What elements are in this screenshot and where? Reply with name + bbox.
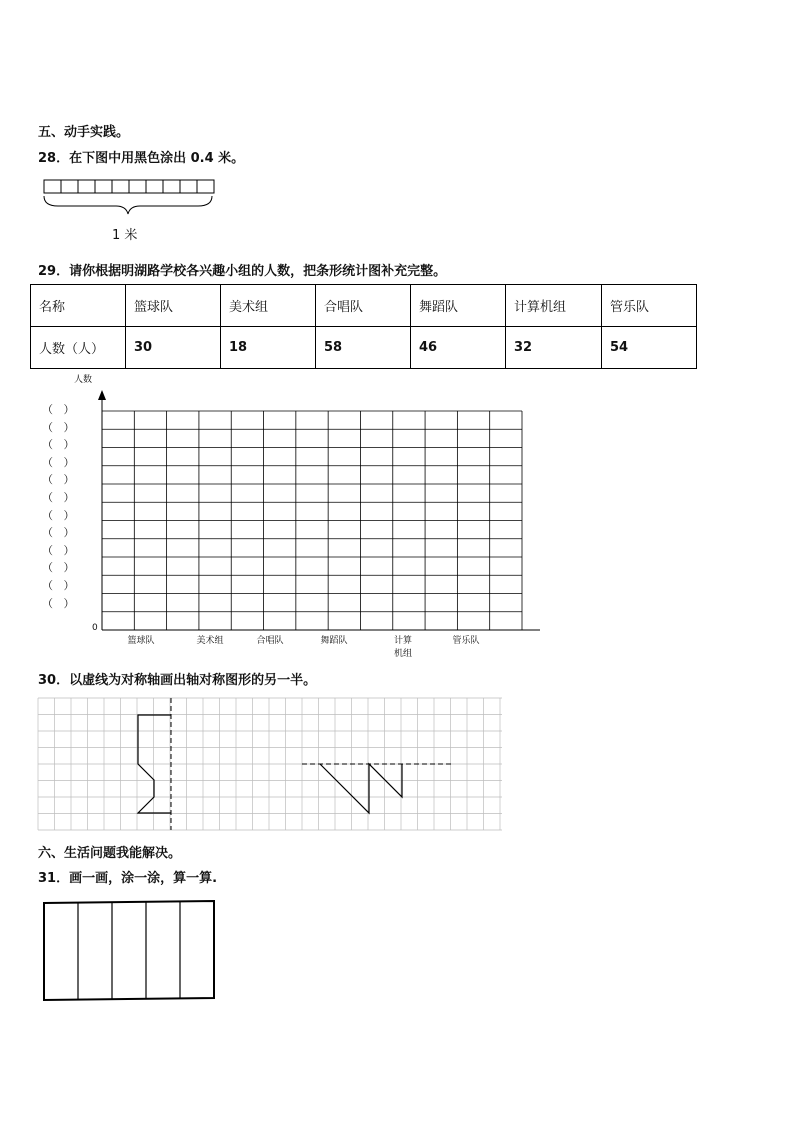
section-five-title: 五、动手实践。 xyxy=(38,125,130,140)
x-axis-category-text: 舞蹈队 xyxy=(320,636,348,646)
y-axis-blank-label: （ ） xyxy=(42,561,75,575)
outer-rectangle xyxy=(44,901,214,1000)
section-six-title: 六、生活问题我能解决。 xyxy=(38,846,182,861)
table-row-label: 人数（人） xyxy=(31,327,126,369)
y-axis-blank-label: （ ） xyxy=(42,579,75,592)
table-header-cell: 计算机组 xyxy=(506,285,602,327)
y-axis-blank-label: （ ） xyxy=(42,526,75,540)
table-value-cell: 46 xyxy=(411,327,506,369)
table-value-cell: 18 xyxy=(221,327,316,369)
table-header-cell: 合唱队 xyxy=(316,285,411,327)
x-axis-category-text: 计算 xyxy=(393,636,412,646)
table-header-cell: 管乐队 xyxy=(602,285,697,327)
table-header-cell: 篮球队 xyxy=(126,285,221,327)
table-header-cell: 美术组 xyxy=(221,285,316,327)
table-header-cell: 舞蹈队 xyxy=(411,285,506,327)
x-axis-category-text: 美术组 xyxy=(196,636,224,646)
x-axis-category-text: 篮球队 xyxy=(127,636,155,646)
question-31-text: 31．画一画，涂一涂，算一算. xyxy=(38,871,218,886)
table-value-cell: 30 xyxy=(126,327,221,369)
y-axis-blank-label: （ ） xyxy=(42,403,75,416)
table-value-cell: 54 xyxy=(602,327,697,369)
y-axis-blank-label: （ ） xyxy=(42,420,75,434)
y-axis-blank-label: （ ） xyxy=(42,438,75,452)
y-axis-label: 人数 xyxy=(74,375,93,385)
y-axis-blank-label: （ ） xyxy=(42,455,75,469)
y-axis-blank-label: （ ） xyxy=(42,543,75,557)
question-28-text: 28．在下图中用黑色涂出 0.4 米。 xyxy=(38,151,245,166)
y-axis-blank-label: （ ） xyxy=(42,473,75,487)
ruler-length-label: 1 米 xyxy=(112,228,138,243)
x-axis-category-text: 合唱队 xyxy=(256,636,284,646)
x-axis-category-text: 管乐队 xyxy=(452,636,480,646)
y-axis-blank-label: （ ） xyxy=(42,491,75,504)
origin-label: 0 xyxy=(92,623,98,633)
table-value-cell: 32 xyxy=(506,327,602,369)
table-header-cell: 名称 xyxy=(31,285,126,327)
x-axis-category-text: 机组 xyxy=(393,649,412,659)
y-axis-blank-label: （ ） xyxy=(42,508,75,522)
table-value-cell: 58 xyxy=(316,327,411,369)
question-30-text: 30．以虚线为对称轴画出轴对称图形的另一半。 xyxy=(38,673,317,688)
y-axis-blank-label: （ ） xyxy=(42,596,75,610)
question-29-text: 29．请你根据明湖路学校各兴趣小组的人数，把条形统计图补充完整。 xyxy=(38,264,447,279)
